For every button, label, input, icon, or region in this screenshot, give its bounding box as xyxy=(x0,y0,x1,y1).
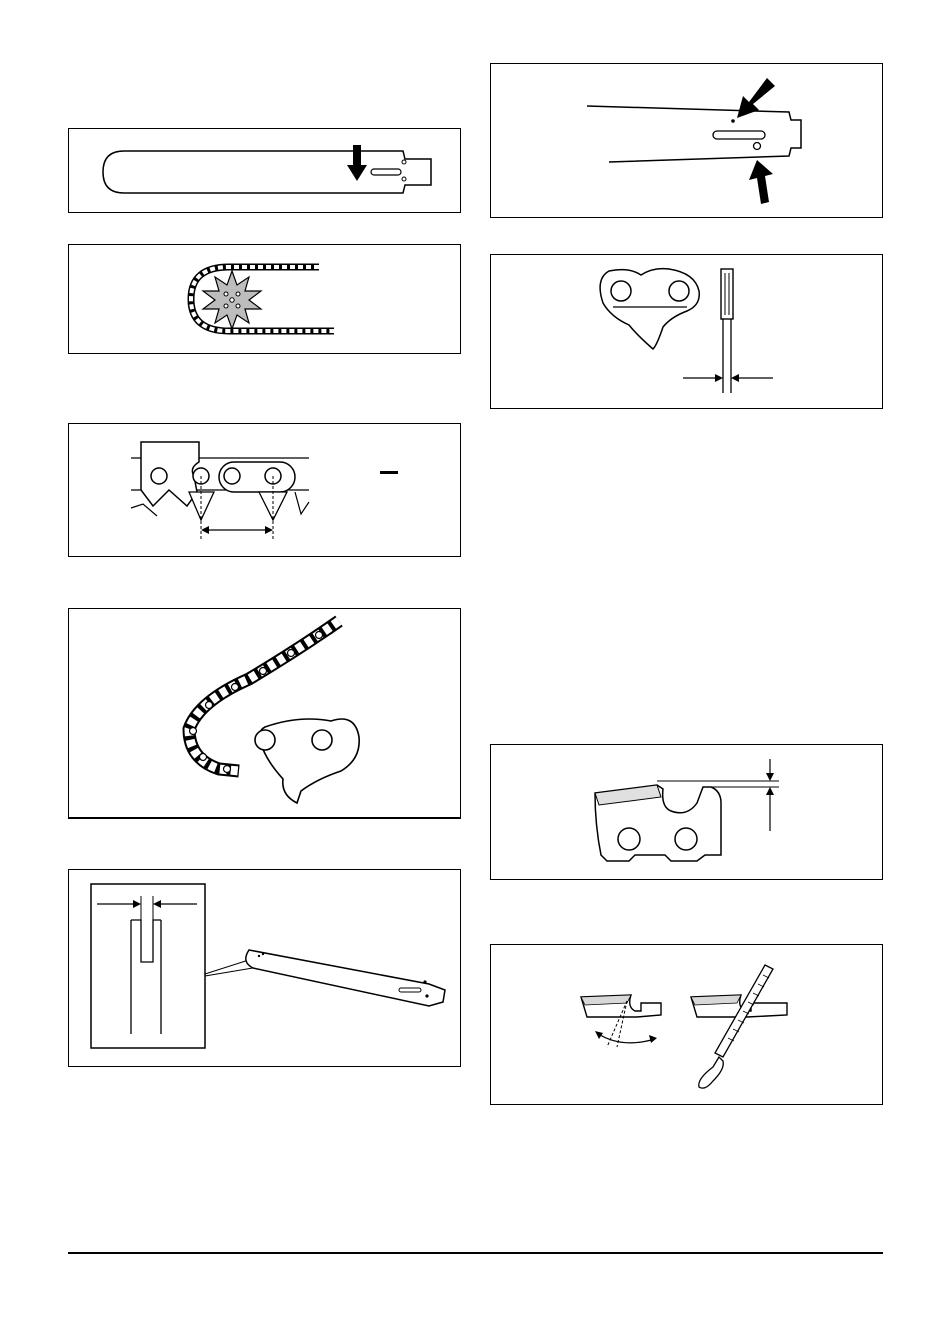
drive-sprocket-chain-icon xyxy=(69,245,462,355)
chain-pitch-measure-icon xyxy=(69,424,462,558)
bar-groove-icon xyxy=(69,870,462,1068)
figure-drive-link-gauge xyxy=(490,254,883,409)
figure-chain-pitch xyxy=(68,423,461,557)
guide-bar-arrow-icon xyxy=(69,129,462,214)
figure-bottom-rule xyxy=(68,817,461,819)
footer-rule xyxy=(68,1252,883,1254)
figure-bar-groove xyxy=(68,869,461,1067)
figure-depth-gauge xyxy=(490,744,883,880)
bar-holes-arrows-icon xyxy=(491,64,884,219)
figure-guide-bar xyxy=(68,128,461,213)
figure-bar-holes xyxy=(490,63,883,218)
drive-link-gauge-icon xyxy=(491,255,884,410)
cutter-depth-gauge-icon xyxy=(491,745,884,881)
figure-drive-link xyxy=(68,608,461,818)
drive-link-icon xyxy=(69,609,462,819)
figure-chain-sprocket xyxy=(68,244,461,354)
figure-filing-angle xyxy=(490,944,883,1105)
round-file-icon xyxy=(491,945,884,1106)
